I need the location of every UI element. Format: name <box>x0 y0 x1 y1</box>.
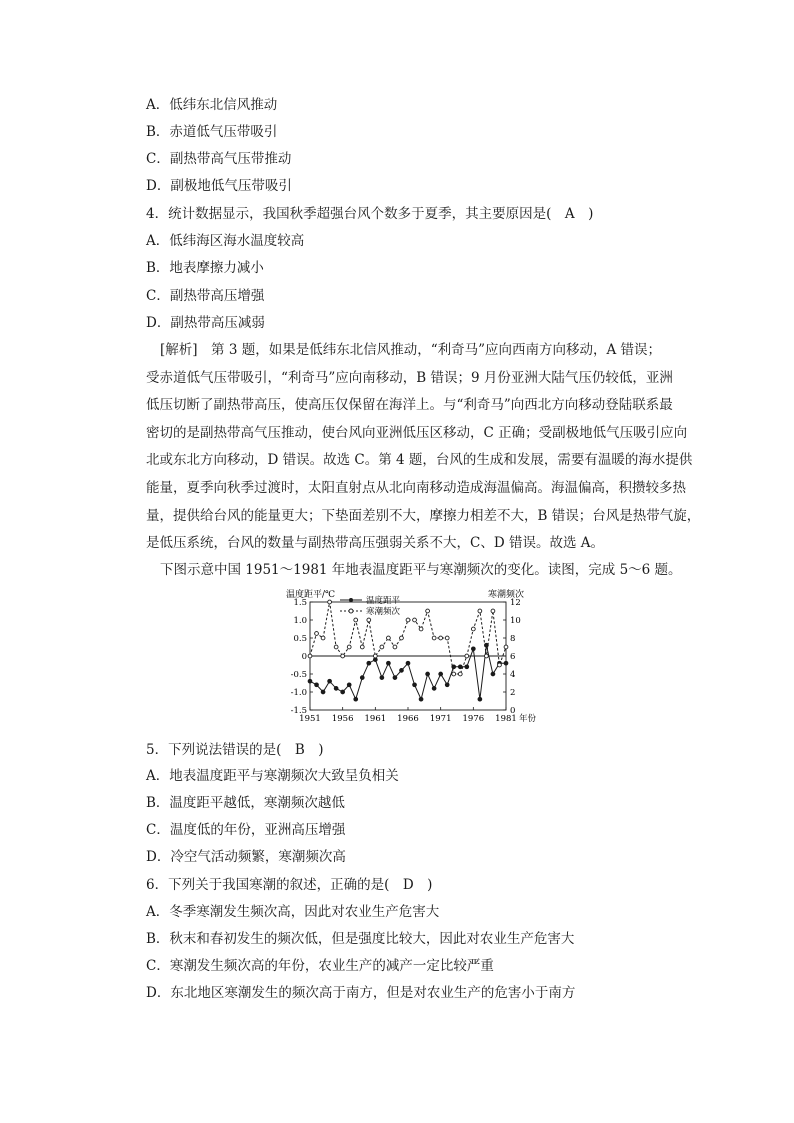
temperature-point <box>413 683 417 687</box>
temperature-point <box>432 687 436 691</box>
q6-option-c: C．寒潮发生频次高的年份，农业生产的减产一定比较严重 <box>146 958 494 974</box>
coldwave-point <box>367 618 371 622</box>
x-tick-label: 1951 <box>299 714 321 724</box>
coldwave-point <box>315 632 319 636</box>
y-right-tick-label: 2 <box>510 688 516 698</box>
temperature-point <box>426 672 430 676</box>
legend-label-coldwave: 寒潮频次 <box>366 607 401 617</box>
coldwave-point <box>341 654 345 658</box>
coldwave-point <box>445 636 449 640</box>
y-right-tick-label: 6 <box>510 652 516 662</box>
x-tick-label: 1981 <box>495 714 517 724</box>
coldwave-point <box>308 654 312 658</box>
x-tick-label: 1956 <box>331 714 354 724</box>
q5-option-c: C．温度低的年份，亚洲高压增强 <box>146 822 346 838</box>
temperature-point <box>367 661 371 665</box>
temperature-point <box>334 687 338 691</box>
temperature-point <box>341 690 345 694</box>
q6-option-b: B．秋末和春初发生的频次低，但是强度比较大，因此对农业生产危害大 <box>146 931 575 947</box>
q4-option-b: B．地表摩擦力减小 <box>146 260 264 276</box>
temperature-point <box>458 665 462 669</box>
temperature-point <box>445 683 449 687</box>
coldwave-point <box>334 645 338 649</box>
q3-option-b: B．赤道低气压带吸引 <box>146 124 278 140</box>
y-left-tick-label: 0 <box>301 652 307 662</box>
coldwave-point <box>419 627 423 631</box>
temperature-point <box>315 683 319 687</box>
analysis-paragraph <box>146 337 701 558</box>
analysis-line: 密切的是副热带高气压推动，使台风向亚洲低压区移动，C 正确；受副极地低气压吸引应向 <box>146 424 688 441</box>
coldwave-point <box>360 645 364 649</box>
coldwave-point <box>432 636 436 640</box>
y-right-tick-label: 8 <box>510 634 516 644</box>
q5-stem: 5．下列说法错误的是( B ) <box>146 742 324 758</box>
coldwave-point <box>426 609 430 613</box>
temperature-point <box>400 669 404 673</box>
temperature-point <box>321 690 325 694</box>
coldwave-point <box>458 672 462 676</box>
temperature-point <box>452 665 456 669</box>
analysis-line: 量，提供给台风的能量更大；下垫面差别不大，摩擦力相差不大，B 错误；台风是热带气旋， <box>146 507 701 524</box>
coldwave-point <box>387 636 391 640</box>
temperature-point <box>387 661 391 665</box>
coldwave-point <box>504 645 508 649</box>
coldwave-point <box>354 618 358 622</box>
coldwave-point <box>380 645 384 649</box>
analysis-line: 能量，夏季向秋季过渡时，太阳直射点从北向南移动造成海温偏高。海温偏高，积攒较多热 <box>146 479 686 496</box>
temperature-point <box>478 697 482 701</box>
q4-option-d: D．副热带高压减弱 <box>146 315 265 331</box>
x-tick-label: 1971 <box>429 714 452 724</box>
coldwave-point <box>347 645 351 649</box>
y-right-tick-label: 10 <box>510 616 521 626</box>
coldwave-point <box>465 654 469 658</box>
coldwave-point <box>485 654 489 658</box>
x-tick-label: 1961 <box>364 714 387 724</box>
q3-option-a: A．低纬东北信风推动 <box>146 97 278 113</box>
y-left-tick-label: 1.5 <box>293 598 307 608</box>
coldwave-point <box>413 618 417 622</box>
coldwave-point <box>393 645 397 649</box>
q4-option-a: A．低纬海区海水温度较高 <box>146 233 305 249</box>
temperature-point <box>504 661 508 665</box>
coldwave-point <box>406 618 410 622</box>
coldwave-point <box>400 636 404 640</box>
coldwave-point <box>471 627 475 631</box>
temperature-point <box>393 676 397 680</box>
coldwave-point <box>452 672 456 676</box>
legend-marker-temperature <box>349 598 353 602</box>
q3-option-c: C．副热带高气压带推动 <box>146 151 292 167</box>
y-left-tick-label: -1.5 <box>290 706 307 716</box>
analysis-line: 受赤道低气压带吸引，“利奇马”应向南移动，B 错误；9 月份亚洲大陆气压仍较低，亚洲 <box>146 369 673 386</box>
analysis-line: 是低压系统，台风的数量与副热带高压强弱关系不大，C、D 错误。故选 A。 <box>146 535 604 552</box>
temperature-point <box>419 697 423 701</box>
x-unit-label: 年份 <box>519 714 537 724</box>
right-axis-title: 寒潮频次 <box>488 590 525 600</box>
analysis-line: 低压切断了副热带高压，使高压仅保留在海洋上。与“利奇马”向西北方向移动登陆联系最 <box>146 397 673 414</box>
temperature-point <box>465 665 469 669</box>
coldwave-point <box>498 663 502 667</box>
temperature-point <box>485 643 489 647</box>
q6-option-a: A．冬季寒潮发生频次高，因此对农业生产危害大 <box>146 904 440 920</box>
temperature-line <box>310 645 506 699</box>
temperature-point <box>406 661 410 665</box>
coldwave-point <box>373 654 377 658</box>
coldwave-point <box>491 609 495 613</box>
y-right-tick-label: 12 <box>510 598 521 608</box>
q5-option-d: D．冷空气活动频繁，寒潮频次高 <box>146 849 346 865</box>
temperature-point <box>491 672 495 676</box>
analysis-line: [解析] 第 3 题，如果是低纬东北信风推动，“利奇马”应向西南方向移动，A 错误； <box>160 342 662 358</box>
q4-stem: 4．统计数据显示，我国秋季超强台风个数多于夏季，其主要原因是( A ) <box>146 206 594 222</box>
temperature-point <box>360 676 364 680</box>
temperature-coldwave-chart <box>282 586 542 728</box>
x-tick-label: 1966 <box>397 714 419 724</box>
coldwave-point <box>478 609 482 613</box>
temperature-point <box>471 647 475 651</box>
x-tick-label: 1976 <box>462 714 485 724</box>
y-left-tick-label: 0.5 <box>293 634 307 644</box>
y-left-tick-label: -1.0 <box>290 688 307 698</box>
coldwave-point <box>439 636 443 640</box>
analysis-line: 北或东北方向移动，D 错误。故选 C。第 4 题，台风的生成和发展，需要有温暖的海水提供 <box>146 452 693 469</box>
q6-stem: 6．下列关于我国寒潮的叙述，正确的是( D ) <box>146 877 433 893</box>
legend-label-temperature: 温度距平 <box>366 596 401 606</box>
y-left-tick-label: -0.5 <box>290 670 307 680</box>
q6-option-d: D．东北地区寒潮发生的频次高于南方，但是对农业生产的危害小于南方 <box>146 985 576 1001</box>
y-right-tick-label: 0 <box>510 706 516 716</box>
y-right-tick-label: 4 <box>510 670 516 680</box>
legend-marker-coldwave <box>349 609 353 613</box>
temperature-point <box>308 679 312 683</box>
q5-option-a: A．地表温度距平与寒潮频次大致呈负相关 <box>146 768 399 784</box>
left-axis-title: 温度距平/℃ <box>286 590 336 600</box>
temperature-point <box>380 676 384 680</box>
q3-option-d: D．副极地低气压带吸引 <box>146 178 292 194</box>
temperature-point <box>439 672 443 676</box>
temperature-point <box>354 697 358 701</box>
coldwave-point <box>321 636 325 640</box>
q5-option-b: B．温度距平越低，寒潮频次越低 <box>146 795 345 811</box>
temperature-point <box>347 683 351 687</box>
chart-intro: 下图示意中国 1951～1981 年地表温度距平与寒潮频次的变化。读图，完成 5～6 题。 <box>160 562 682 578</box>
chart-legend <box>340 595 401 617</box>
y-left-tick-label: 1.0 <box>293 616 307 626</box>
temperature-point <box>328 679 332 683</box>
coldwave-point <box>328 600 332 604</box>
q4-option-c: C．副热带高压增强 <box>146 288 265 304</box>
